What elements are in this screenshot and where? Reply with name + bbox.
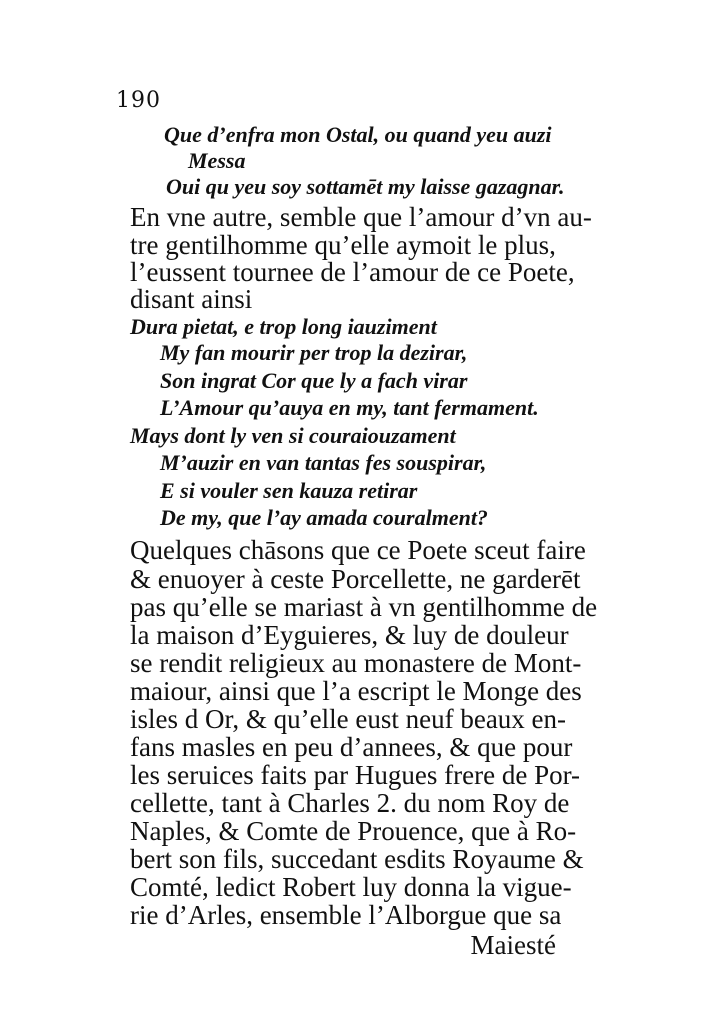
catchword: Maiesté — [470, 930, 556, 960]
text-line: fans masles en peu d’annees, & que pour — [130, 732, 573, 762]
text-line: Dura pietat, e trop long iauziment — [130, 314, 437, 339]
text-line: la maison d’Eyguieres, & luy de douleur — [130, 620, 569, 650]
text-line: Son ingrat Cor que ly a fach virar — [160, 368, 468, 393]
text-line: bert son fils, succedant esdits Royaume & — [130, 844, 584, 874]
text-line: Naples, & Comte de Prouence, que à Ro- — [130, 816, 577, 846]
text-line: E si vouler sen kauza retirar — [160, 478, 418, 503]
text-line: En vne autre, semble que l’amour d’vn au- — [130, 202, 592, 232]
text-line: isles d Or, & qu’elle eust neuf beaux en- — [130, 704, 567, 734]
text-line: se rendit religieux au monastere de Mont- — [130, 648, 582, 678]
text-line: l’eussent tournee de l’amour de ce Poete, — [130, 257, 575, 287]
text-line: Oui qu yeu soy sottamēt my laisse gazagnar. — [166, 174, 565, 199]
text-line: tre gentilhomme qu’elle aymoit le plus, — [130, 230, 556, 260]
text-line: les seruices faits par Hugues frere de Por- — [130, 760, 581, 790]
text-line: M’auzir en van tantas fes souspirar, — [160, 450, 487, 475]
text-line: maiour, ainsi que l’a escript le Monge des — [130, 676, 582, 706]
text-line: My fan mourir per trop la dezirar, — [160, 340, 468, 365]
text-line: Comté, ledict Robert luy donna la vigue- — [130, 872, 572, 902]
text-line: pas qu’elle se mariast à vn gentilhomme de — [130, 592, 598, 622]
text-line: L’Amour qu’auya en my, tant fermament. — [160, 395, 539, 420]
text-line: Quelques chāsons que ce Poete sceut faire — [130, 535, 586, 565]
text-line: & enuoyer à ceste Porcellette, ne garderēt — [130, 564, 581, 594]
text-line: Messa — [188, 148, 246, 173]
text-line: cellette, tant à Charles 2. du nom Roy de — [130, 788, 570, 818]
text-line: disant ainsi — [130, 284, 253, 314]
text-line: rie d’Arles, ensemble l’Alborgue que sa — [130, 900, 562, 930]
text-line: Mays dont ly ven si couraiouzament — [130, 423, 456, 448]
page-number: 190 — [116, 88, 161, 113]
text-line: De my, que l’ay amada couralment? — [160, 505, 488, 530]
text-line: Que d’enfra mon Ostal, ou quand yeu auzi — [164, 122, 552, 147]
